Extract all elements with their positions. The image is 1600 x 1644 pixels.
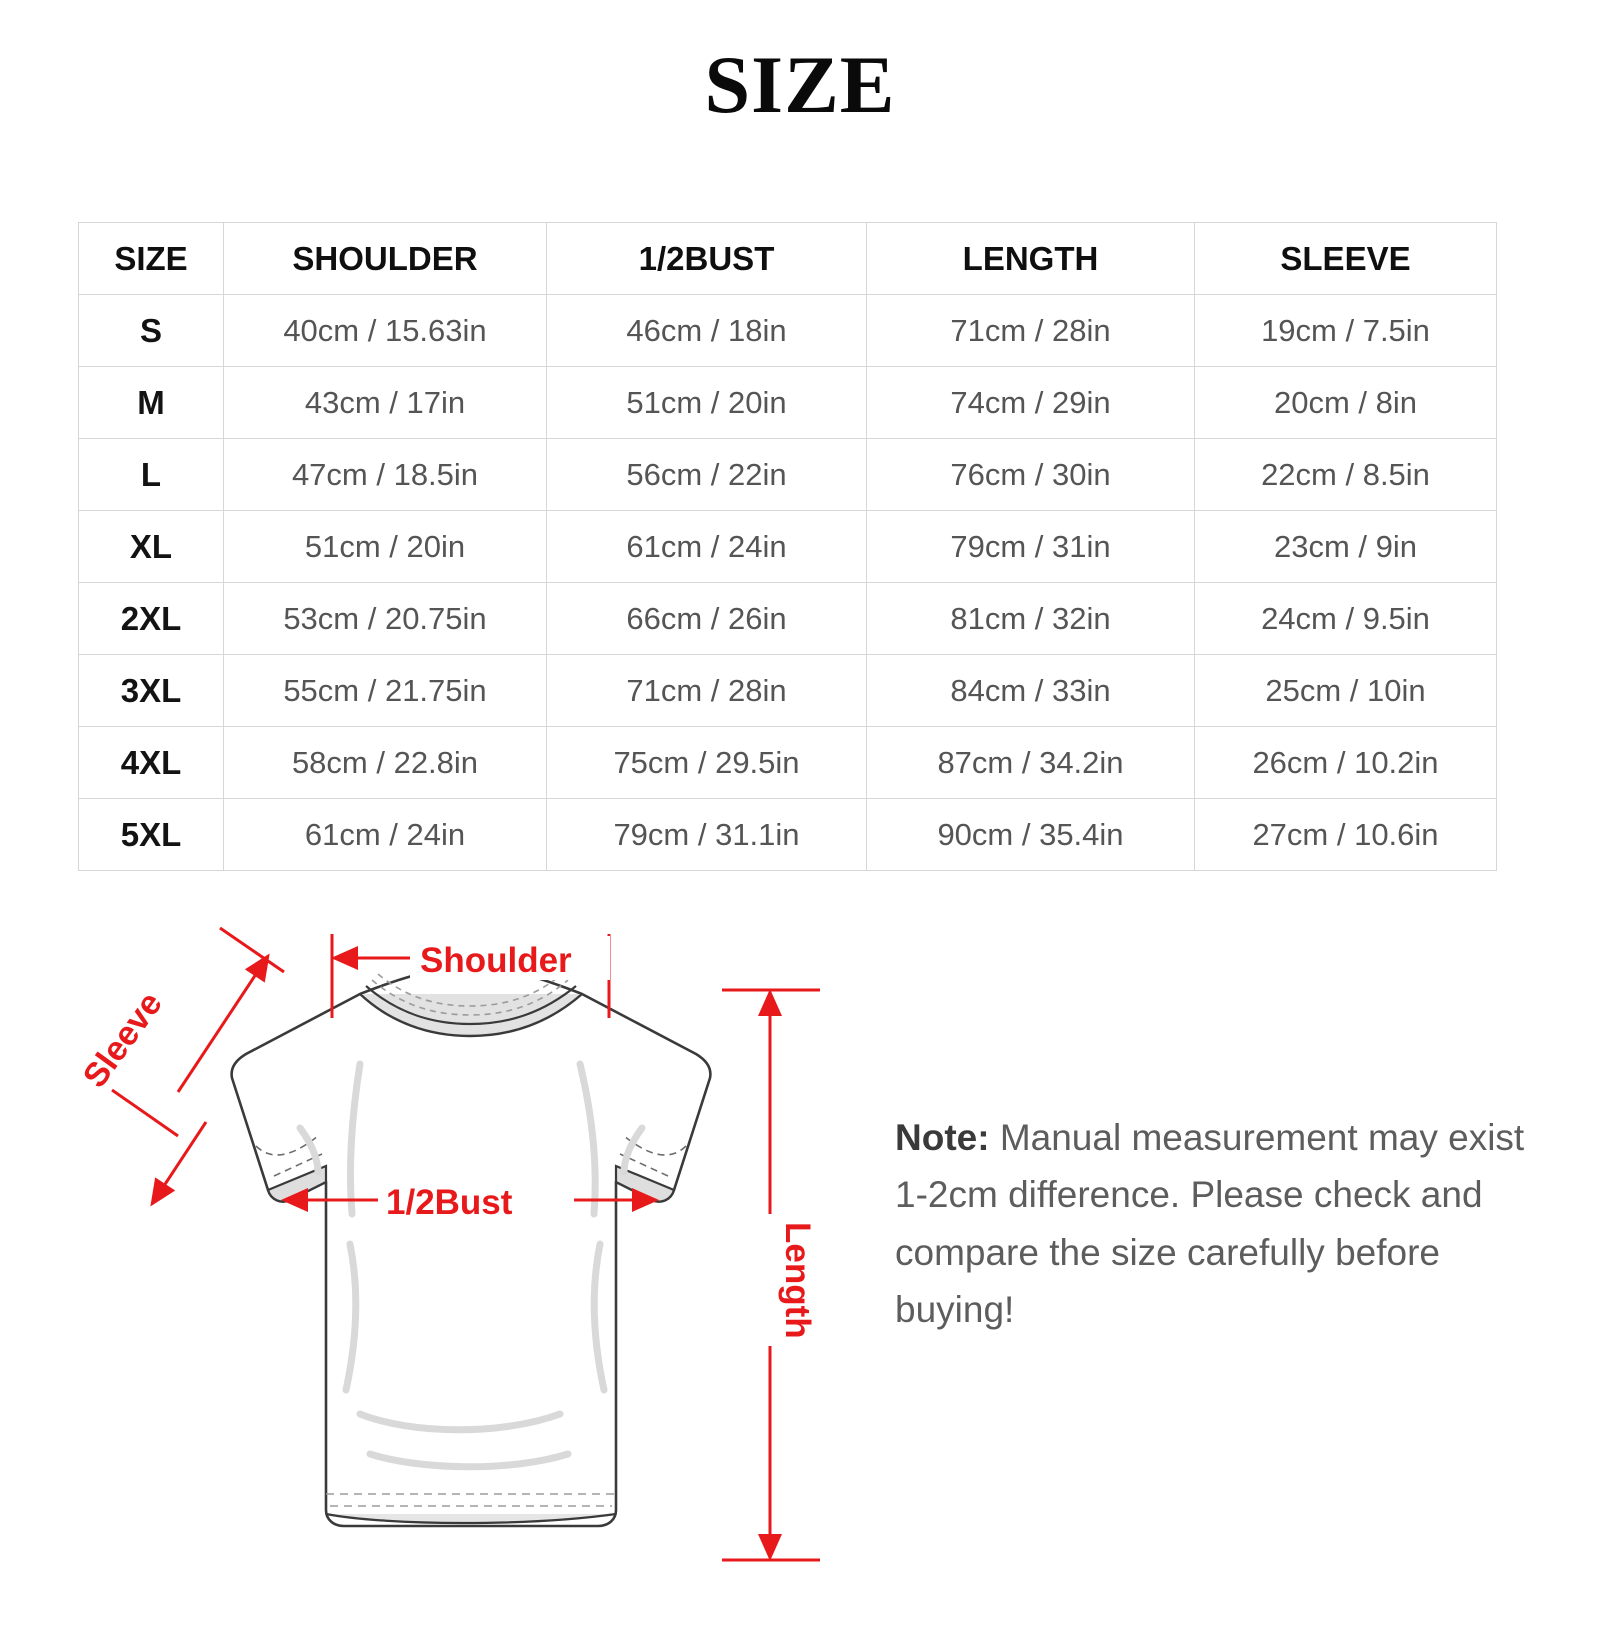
cell-bust: 66cm / 26in	[547, 583, 867, 655]
cell-length: 71cm / 28in	[867, 295, 1195, 367]
cell-bust: 79cm / 31.1in	[547, 799, 867, 871]
cell-sleeve: 26cm / 10.2in	[1195, 727, 1497, 799]
column-header-sleeve: SLEEVE	[1195, 223, 1497, 295]
table-row	[79, 583, 1497, 655]
cell-size: M	[79, 367, 224, 439]
table-header-row	[79, 223, 1497, 295]
cell-shoulder: 55cm / 21.75in	[224, 655, 547, 727]
cell-bust: 61cm / 24in	[547, 511, 867, 583]
column-header-shoulder: SHOULDER	[224, 223, 547, 295]
cell-size: XL	[79, 511, 224, 583]
size-chart-table	[78, 222, 1497, 871]
cell-length: 84cm / 33in	[867, 655, 1195, 727]
cell-shoulder: 53cm / 20.75in	[224, 583, 547, 655]
cell-sleeve: 25cm / 10in	[1195, 655, 1497, 727]
cell-sleeve: 27cm / 10.6in	[1195, 799, 1497, 871]
length-dimension	[722, 990, 820, 1560]
cell-bust: 51cm / 20in	[547, 367, 867, 439]
cell-shoulder: 58cm / 22.8in	[224, 727, 547, 799]
table-row	[79, 367, 1497, 439]
cell-bust: 46cm / 18in	[547, 295, 867, 367]
cell-sleeve: 20cm / 8in	[1195, 367, 1497, 439]
cell-sleeve: 24cm / 9.5in	[1195, 583, 1497, 655]
column-header-length: LENGTH	[867, 223, 1195, 295]
column-header-bust: 1/2BUST	[547, 223, 867, 295]
page-title: SIZE	[704, 39, 896, 130]
table-row	[79, 439, 1497, 511]
cell-shoulder: 61cm / 24in	[224, 799, 547, 871]
cell-size: 5XL	[79, 799, 224, 871]
size-chart-table-wrapper	[78, 222, 1496, 871]
measurement-note	[895, 1109, 1535, 1338]
column-header-size: SIZE	[79, 223, 224, 295]
note-text: Manual measurement may exist 1-2cm difference. Please check and compare the size carefully before buying!	[895, 1117, 1525, 1331]
cell-shoulder: 40cm / 15.63in	[224, 295, 547, 367]
cell-size: 2XL	[79, 583, 224, 655]
cell-length: 74cm / 29in	[867, 367, 1195, 439]
table-row	[79, 727, 1497, 799]
measurement-diagram-section	[0, 904, 1600, 1644]
cell-size: 4XL	[79, 727, 224, 799]
cell-bust: 56cm / 22in	[547, 439, 867, 511]
tshirt-measurement-diagram	[60, 914, 880, 1634]
cell-length: 81cm / 32in	[867, 583, 1195, 655]
tshirt-outline	[232, 968, 711, 1526]
cell-length: 76cm / 30in	[867, 439, 1195, 511]
cell-length: 87cm / 34.2in	[867, 727, 1195, 799]
cell-sleeve: 22cm / 8.5in	[1195, 439, 1497, 511]
cell-bust: 75cm / 29.5in	[547, 727, 867, 799]
shoulder-label: Shoulder	[420, 941, 572, 980]
cell-bust: 71cm / 28in	[547, 655, 867, 727]
note-prefix: Note:	[895, 1117, 990, 1158]
cell-shoulder: 51cm / 20in	[224, 511, 547, 583]
cell-size: S	[79, 295, 224, 367]
table-row	[79, 655, 1497, 727]
table-row	[79, 295, 1497, 367]
table-body	[79, 295, 1497, 871]
cell-sleeve: 23cm / 9in	[1195, 511, 1497, 583]
sleeve-label: Sleeve	[75, 985, 170, 1095]
cell-size: L	[79, 439, 224, 511]
half-bust-label: 1/2Bust	[386, 1183, 513, 1222]
cell-length: 79cm / 31in	[867, 511, 1195, 583]
table-header	[79, 223, 1497, 295]
table-row	[79, 511, 1497, 583]
cell-length: 90cm / 35.4in	[867, 799, 1195, 871]
cell-shoulder: 47cm / 18.5in	[224, 439, 547, 511]
length-label: Length	[778, 1222, 817, 1339]
table-row	[79, 799, 1497, 871]
cell-shoulder: 43cm / 17in	[224, 367, 547, 439]
cell-size: 3XL	[79, 655, 224, 727]
cell-sleeve: 19cm / 7.5in	[1195, 295, 1497, 367]
